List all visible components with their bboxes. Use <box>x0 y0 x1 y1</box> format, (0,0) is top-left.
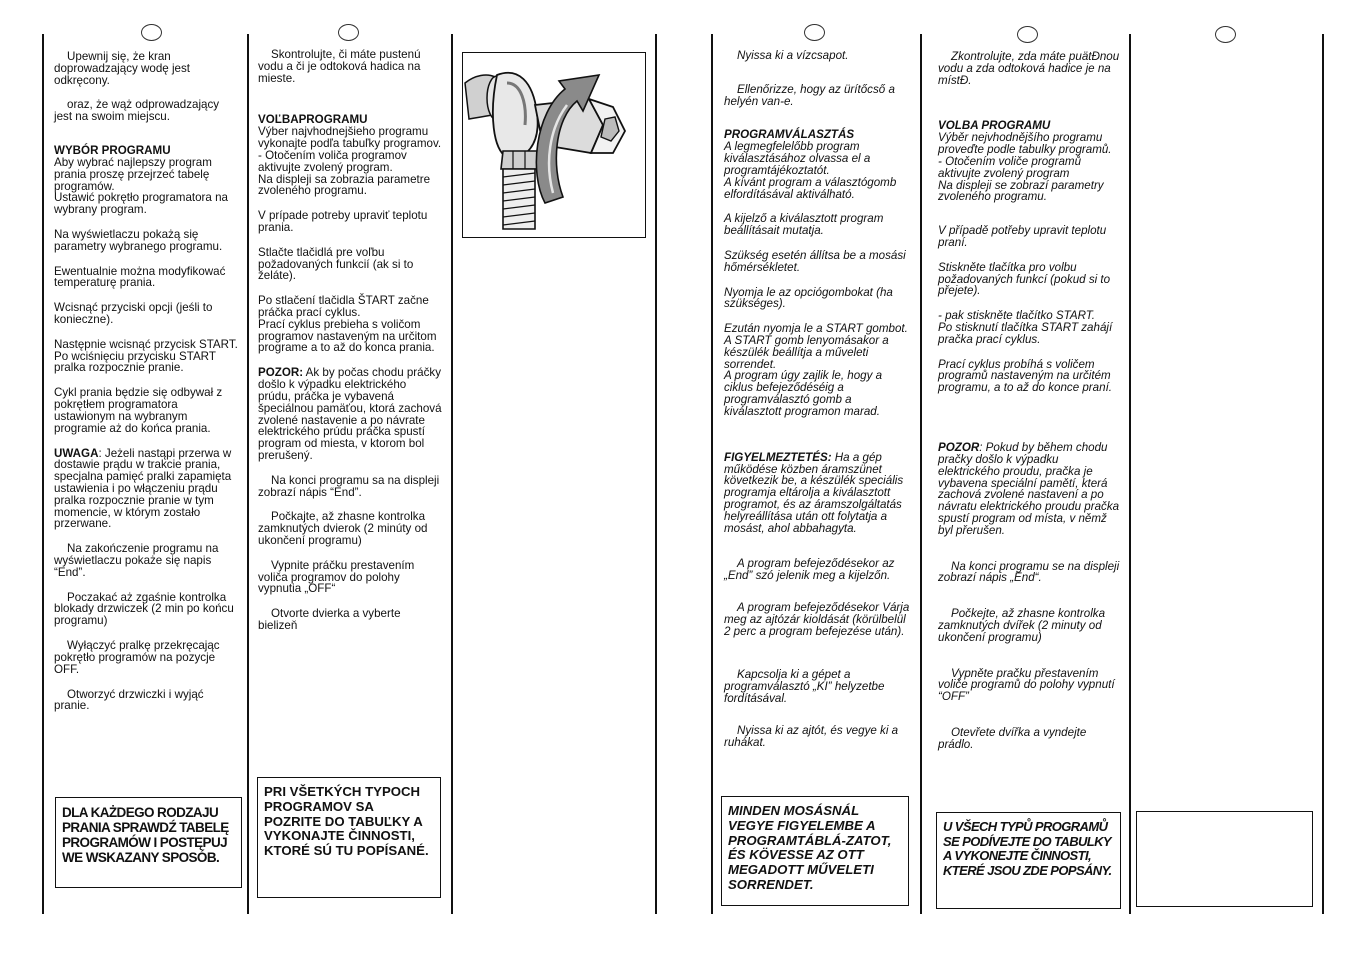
notice-box: DLA KAŻDEGO RODZAJU PRANIA SPRAWDŹ TABELĘ PROGRAMÓW I POSTĘPUJ WE WSKAZANY SPOSÓB. <box>55 797 242 888</box>
notice-box: U VŠECH TYPŮ PROGRAMŮ SE PODÍVEJTE DO TABULKY A VYKONEJTE ČINNOSTI, KTERÉ JSOU ZDE POPSÁNY. <box>936 812 1121 909</box>
column-polish <box>54 51 240 725</box>
paragraph: Výběr nejvhodnějšího programu proveďte podle tabulky programů. - Otočením voliče programů aktivujte zvolený program Na displeji se zobrazí parametry zvoleného programu. <box>938 131 1112 204</box>
paragraph: Vypněte pračku přestavením voliče programů do polohy vypnutí “OFF” <box>938 666 1115 704</box>
paragraph: Výber najvhodnejšieho programu vykonajte podľa tabuľky programov. - Otočením voliča programov aktivujte zvolený program. Na displeji sa zobrazia parametre zvoleného programu. <box>258 125 442 198</box>
paragraph: Następnie wcisnąć przycisk START. Po wciśnięciu przycisku START pralka rozpocznie pranie. <box>54 337 238 375</box>
column-rule <box>1322 34 1324 914</box>
warning-paragraph <box>724 452 910 535</box>
paragraph: Otevřete dvířka a vyndejte prádlo. <box>938 726 1087 751</box>
column-rule <box>451 34 453 914</box>
paragraph: - pak stiskněte tlačítko START. Po stisknutí tlačítka START zahájí pračka prací cyklus. <box>938 309 1113 346</box>
warning-paragraph <box>258 367 442 462</box>
warning-paragraph <box>54 448 240 531</box>
faucet-turn-icon <box>463 53 645 237</box>
paragraph: Otworzyć drzwiczki i wyjąć pranie. <box>54 687 204 713</box>
warning-paragraph <box>938 442 1122 537</box>
column-rule <box>711 34 713 914</box>
paragraph: oraz, że wąż odprowadzający jest na swoim miejscu. <box>54 98 220 124</box>
paragraph: Zkontrolujte, zda máte puätĐnou vodu a zda odtoková hadice je na místĐ. <box>938 50 1120 87</box>
section-heading: WYBÓR PROGRAMU <box>54 144 171 158</box>
column-hungarian <box>724 50 910 762</box>
paragraph: Ezután nyomja le a START gombot. A START gomb lenyomásakor a készülék beállítja a műveleti sorrendet. A program úgy zajlik le, hogy a ciklus befejeződéséig a programválasztó gomb a kiválasztott programon marad. <box>724 322 908 418</box>
paragraph: Skontrolujte, či máte pustenú vodu a či je odtoková hadica na mieste. <box>258 48 421 85</box>
paragraph: Aby wybrać najlepszy program prania proszę przejrzeć tabelę programów. Ustawić pokrętło programatora na wybrany program. <box>54 155 228 217</box>
paragraph: V prípade potreby upraviť teplotu prania. <box>258 209 428 234</box>
paragraph: Szükség esetén állítsa be a mosási hőmérsékletet. <box>724 248 906 274</box>
paragraph: A program befejeződésekor Várja meg az ajtózár kioldását (körülbelül 2 perc a program befejezése után). <box>724 601 910 638</box>
paragraph: Na zakończenie programu na wyświetlaczu pokaże się napis “End”. <box>54 542 219 579</box>
notice-box: PRI VŠETKÝCH TYPOCH PROGRAMOV SA POZRITE DO TABUĽKY A VYKONAJTE ČINNOSTI, KTORÉ SÚ TU POPÍSANÉ. <box>257 777 441 898</box>
notice-box: MINDEN MOSÁSNÁL VEGYE FIGYELEMBE A PROGRAMTÁBLÁ-ZATOT, ÉS KÖVESSE AZ OTT MEGADOTT MŰVELETI SORRENDET. <box>721 796 909 906</box>
paragraph: Ewentualnie można modyfikować temperaturę prania. <box>54 264 226 290</box>
column-rule <box>655 34 657 914</box>
language-flag-circle <box>804 24 825 41</box>
paragraph: Ellenőrizze, hogy az ürítőcső a helyén van-e. <box>724 82 895 108</box>
paragraph: A program befejeződésekor az „End” szó jelenik meg a kijelzőn. <box>724 557 895 583</box>
paragraph: Wyłączyć pralkę przekręcając pokrętło programów na pozycje OFF. <box>54 639 220 676</box>
column-czech <box>938 51 1122 764</box>
language-flag-circle <box>338 24 359 41</box>
paragraph: Stiskněte tlačítka pro volbu požadovaných funkcí (pokud si to přejete). <box>938 260 1111 298</box>
column-slovak <box>258 49 442 645</box>
warning-text: Ha a gép működése közben áramszünet következik be, a készülék speciális programja eltárolja a kiválasztott programot, és az áramszolgáltatás helyreállítása után ott folytatja a mosást, ahol abbahagyta. <box>724 450 904 535</box>
paragraph: Na konci programu sa na displeji zobrazí nápis “End”. <box>258 473 440 499</box>
paragraph: Wcisnąć przyciski opcji (jeśli to konieczne). <box>54 301 213 326</box>
paragraph: Poczakać aż zgaśnie kontrolka blokady drzwiczek (2 min po końcu programu) <box>54 590 234 628</box>
paragraph: Cykl prania będzie się odbywał z pokrętłem programatora ustawionym na wybranym programie aż do końca prania. <box>54 386 223 435</box>
paragraph: Nyomja le az opciógombokat (ha szükséges). <box>724 285 893 311</box>
warning-text: : Jeżeli nastąpi przerwa w dostawie prądu w trakcie prania, specjalna pamięć pralki zapamięta ustawienia i po włączeniu prądu pralka rozpocznie pranie w tym momencie, w którym zostało przerwane. <box>54 446 232 531</box>
warning-text: : Pokud by během chodu pračky došlo k výpadku elektrického proudu, pračka je vybavena speciální pamětí, která zachová zvolené nastavení a po návratu elektrického proudu pračka spustí program od místa, v němž byl přerušen. <box>938 441 1120 537</box>
section-heading: PROGRAMVÁLASZTÁS <box>724 128 855 142</box>
paragraph: A legmegfelelőbb program kiválasztásához olvassa el a programtájékoztatót. A kívánt program a választógomb elfordításával aktiválható. <box>724 140 897 201</box>
paragraph: Otvorte dvierka a vyberte bielizeň <box>258 607 401 633</box>
paragraph: V případě potřeby upravit teplotu praní. <box>938 224 1107 249</box>
faucet-illustration <box>462 52 646 238</box>
language-flag-circle <box>141 24 162 41</box>
paragraph: Na konci programu se na displeji zobrazí nápis „End“. <box>938 559 1120 585</box>
paragraph: Počkejte, až zhasne kontrolka zamknutých dvířek (2 minuty od ukončení programu) <box>938 607 1106 644</box>
paragraph: Vypnite práčku prestavením voliča programov do polohy vypnutia „OFF“ <box>258 558 415 596</box>
warning-label: POZOR: <box>258 366 304 380</box>
warning-label: FIGYELMEZTETÉS: <box>724 450 832 464</box>
section-heading: VOLBA PROGRAMU <box>938 119 1051 133</box>
paragraph: Na wyświetlaczu pokażą się parametry wybranego programu. <box>54 227 223 253</box>
warning-text: Ak by počas chodu práčky došlo k výpadku elektrického prúdu, práčka je vybavená špeciálnou pamäťou, ktorá zachová zvolené nastavenie a po návrate elektrického prúdu práčka spustí program od miesta, v ktorom bol prerušený. <box>258 366 442 462</box>
paragraph: Počkajte, až zhasne kontrolka zamknutých dvierok (2 minúty od ukončení programu) <box>258 510 428 547</box>
paragraph: Prací cyklus probíhá s voličem programů nastaveným na určitém programu, a to až do konce praní. <box>938 357 1113 395</box>
column-rule <box>920 34 922 914</box>
paragraph: A kijelző a kiválasztott program beállításait mutatja. <box>724 212 884 238</box>
paragraph: Nyissa ki az ajtót, és vegye ki a ruhákat. <box>724 723 899 749</box>
language-flag-circle <box>1215 26 1236 43</box>
paragraph: Stlačte tlačidlá pre voľbu požadovaných funkcií (ak si to želáte). <box>258 245 414 283</box>
column-rule <box>42 34 44 914</box>
paragraph: Po stlačení tlačidla ŠTART začne práčka prací cyklus. Prací cyklus prebieha s voličom programov nastaveným na určitom programe a to až do konca prania. <box>258 294 437 355</box>
column-rule <box>1129 34 1131 914</box>
language-flag-circle <box>1017 26 1038 43</box>
warning-label: UWAGA <box>54 446 99 460</box>
warning-label: POZOR <box>938 441 980 455</box>
empty-notice-box <box>1136 811 1313 907</box>
paragraph: Kapcsolja ki a gépet a programválasztó „KI” helyzetbe fordításával. <box>724 668 885 706</box>
column-rule <box>247 34 249 914</box>
paragraph: Nyissa ki a vízcsapot. <box>737 49 849 62</box>
section-heading: VOĽBAPROGRAMU <box>258 113 368 127</box>
paragraph: Upewnij się, że kran doprowadzający wodę jest odkręcony. <box>54 50 190 87</box>
